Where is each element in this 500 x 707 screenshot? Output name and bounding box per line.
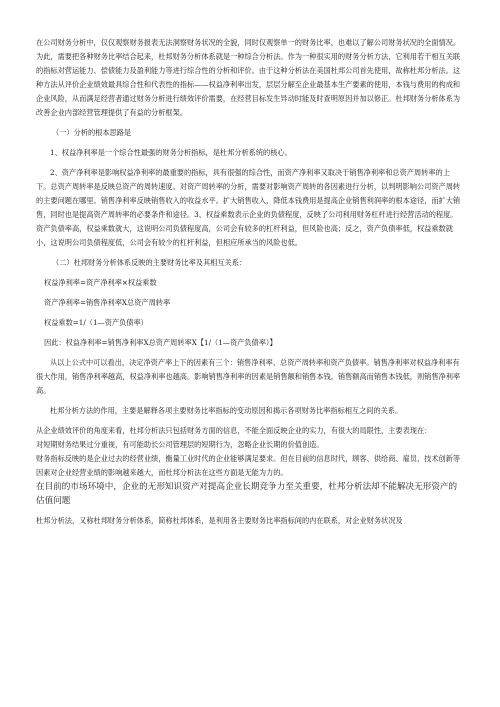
point-2-3-paragraph: 2、资产净利率是影响权益净利率的最重要的指标，具有很强的综合性，而资产净利率又取决于销售净利率和总资产周转率的上下。总资产周转率是反映总资产的周转速度。对资产周转率的分析，需要对影响资产周转的各因素进行分析，以判明影响公司资产周转的主要问题在哪里。销售净利率反映销售收入的收益水平。扩大销售收入，降低本钱费用是提高企业销售利润率的根本途径，而扩大销售，同时也是提高资产周转率的必要条件和途径。3、权益乘数表示企业的负债程度，反映了公司利用财务杠杆进行经营活动的程度。资产负债率高，权益乘数就大，这说明公司负债程度高，公司会有较多的杠杆利益，但风险也高；反之，资产负债率低，权益乘数就小，这说明公司负债程度低，公司会有较少的杠杆利益，但相应所承当的风险也低。: [36, 168, 461, 247]
limitation-intangible-assets: 在目前的市场环境中，企业的无形知识资产对提高企业长期竞争力至关重要，杜邦分析法却不能解决无形资产的估值问题: [36, 482, 458, 506]
intro-paragraph: 在公司财务分析中，仅仅观察财务报表无法洞察财务状况的全貌，同时仅观察单一的财务比率，也难以了解公司财务状况的全面情况。为此，需要把各种财务比率结合起来，杜邦财务分析体系就是一种综合分析法。作为一种很实用的财务分析方法，它利用若干相互关联的指标对营运能力、偿债能力及盈利能力等进行综合性的分析和评价。由于这种分析法在美国杜邦公司首先使用，故称杜邦分析法。这种方法从评价企业绩效最具综合性和代表性的指标——权益净利率出发，层层分解至企业最基本生产要素的使用，本钱与费用的构成和企业风险，从而满足经营者通过财务分析进行绩效评价需要，在经营目标发生异动时能及时查明原因并加以修正。杜邦财务分析体系为改善企业内部经营管理提供了有益的分析框架。: [36, 38, 461, 117]
dupont-definition-paragraph: 杜邦分析法，又称杜邦财务分析体系，简称杜邦体系，是利用各主要财务比率指标间的内在联系，对企业财务状况及: [36, 516, 403, 525]
factors-paragraph: 从以上公式中可以看出，决定净资产率上下的因素有三个：销售净利率、总资产周转率和资产负债率。销售净利率对权益净利率有很大作用，销售净利率越高，权益净利率也越高。影响销售净利率的因素是销售额和销售本钱。销售额高而销售本钱低，则销售净利率高。: [36, 358, 461, 395]
purpose-paragraph: 杜邦分析方法的作用，主要是解释各项主要财务比率指标的变动原因和揭示各项财务比率指标相互之间的关系。: [50, 406, 403, 415]
limitation-short-term: 对短期财务结果过分重视，有可能助长公司管理层的短期行为，忽略企业长期的价值创造。: [36, 440, 324, 449]
limitation-past-performance: 财务指标反映的是企业过去的经营业绩，衡量工业时代的企业能够满足要求。但在目前的信息时代，顾客、供给商、雇员、技术创新等因素对企业经营业绩的影响越来越大，而杜邦分析法在这些方面是无能为力的。: [36, 454, 461, 477]
formula-roa: 资产净利率=销售净利率X总资产周转率: [44, 298, 171, 307]
point-1-paragraph: 1、权益净利率是一个综合性最强的财务分析指标，是杜邦分析系统的核心。: [50, 148, 292, 157]
formula-combined: 因此：权益净利率=销售净利率X总资产周转率X【1/（1—资产负债率）】: [44, 338, 277, 347]
formula-roe: 权益净利率=资产净利率×权益乘数: [44, 278, 157, 287]
formula-equity-multiplier: 权益乘数=1/（1—资产负债率）: [44, 318, 148, 327]
section-heading-ratios: （二）杜邦财务分析体系反映的主要财务比率及其相互关系：: [52, 258, 247, 267]
limitations-intro: 从企业绩效评价的角度来看，杜邦分析法只包括财务方面的信息，不能全面反映企业的实力，有很大的局限性，主要表现在：: [36, 426, 432, 435]
section-heading-basic-idea: （一）分析的根本思路是: [52, 128, 132, 137]
